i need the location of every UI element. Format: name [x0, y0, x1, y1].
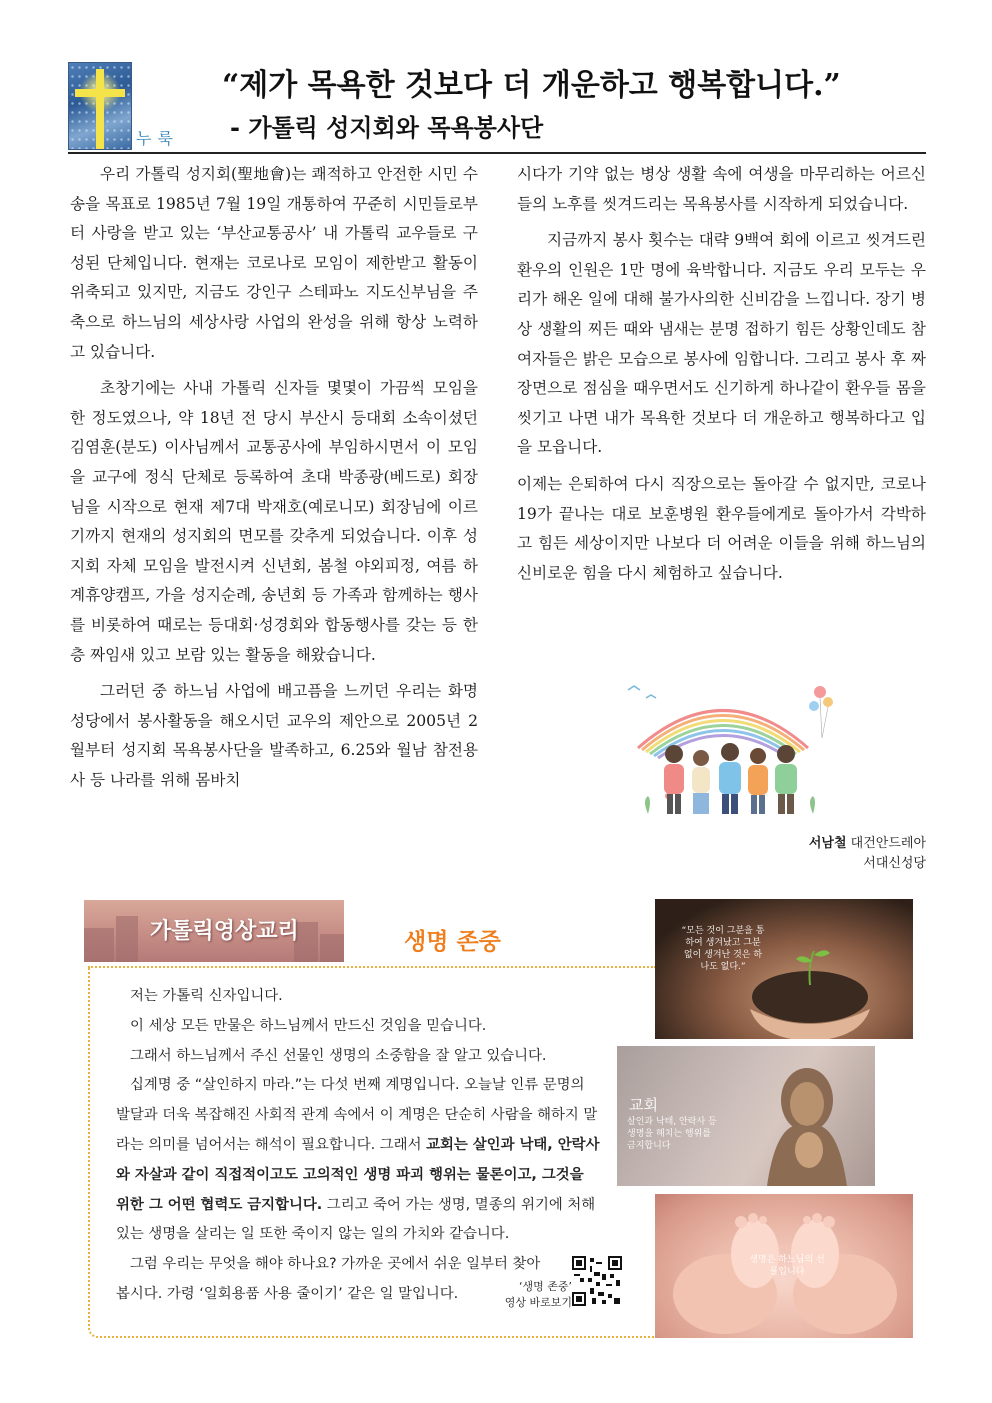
emphasis-text: 교회는 살인과 낙태, 안락사와 자살과 같이 직접적이고도 고의적인 생명 파괴 행위는 물론이고, 그것을 위한 그 어떤 협력도 금지합니다. [116, 1136, 600, 1213]
catholic-video-catechism-banner [84, 900, 344, 962]
text-line: 그래서 하느님께서 주신 선물인 생명의 소중함을 잘 알고 있습니다. [130, 1047, 547, 1064]
text-run: 그리고 죽어 가는 생명, 멸종의 위기에 처해있는 생명을 살리는 일 또한 죽이지 않는 일의 가치와 같습니다. [116, 1196, 596, 1243]
qr-code[interactable] [572, 1256, 622, 1306]
text-line: 저는 가톨릭 신자입니다. [130, 988, 283, 1004]
catechism-text [116, 982, 600, 1310]
text-paragraph [116, 1071, 600, 1250]
photo-label: 교회 [629, 1096, 658, 1114]
qr-caption-action: 영상 바로보기 [504, 1296, 572, 1309]
qr-caption-title: ‘생명 존중’ [519, 1280, 572, 1293]
author-parish: 서대신성당 [863, 856, 926, 871]
author-byline [700, 834, 926, 874]
banner-building [320, 934, 344, 962]
text-run: 십계명 중 “살인하지 마라.”는 다섯 번째 계명입니다. 오늘날 인류 문명의 발달과 더욱 복잡해진 사회적 관계 속에서 이 계명은 단순히 사람을 해하지 말라는 의미를 넘어서는 해석이 필요합니다. 그래서 [116, 1077, 598, 1153]
author-baptismal-name: 대건안드레아 [846, 836, 926, 851]
photo-caption: 생명은 하느님의 선물입니다 [749, 1255, 825, 1277]
church-statue-photo [617, 1046, 875, 1186]
author-name: 서남철 [808, 836, 847, 851]
article-paragraph: 지금까지 봉사 횟수는 대략 9백여 회에 이르고 씻겨드린 환우의 인원은 1만 명에 육박합니다. 지금도 우리 모두는 우리가 해온 일에 대해 불가사의한 신비감을 느낍니다. 장기 병상 생활의 찌든 때와 냄새는 분명 접하기 힘든 상황인데도 참여자들은 밝은 모습으로 봉사에 임합니다. 그리고 봉사 후 짜장면으로 점심을 때우면서도 신기하게 하나같이 환우들 몸을 씻기고 나면 내가 목욕한 것보다 더 개운하고 행복하다고 입을 모읍니다. [517, 231, 926, 457]
page-subtitle: - 가톨릭 성지회와 목욕봉사단 [230, 114, 544, 142]
baby-feet-photo [655, 1194, 913, 1338]
text-line: 봅시다. 가령 ‘일회용품 사용 줄이기’ 같은 일 말입니다. [116, 1285, 459, 1302]
hands-with-soil-photo [655, 899, 913, 1039]
text-line: 이 세상 모든 만물은 하느님께서 만드신 것임을 믿습니다. [130, 1017, 487, 1034]
article-paragraph: 우리 가톨릭 성지회(聖地會)는 쾌적하고 안전한 시민 수송을 목표로 1985년 7월 19일 개통하여 꾸준히 시민들로부터 사랑을 받고 있는 ‘부산교통공사’ 내 가톨릭 교우들로 구성된 단체입니다. 현재는 코로나로 모임이 제한받고 활동이 위축되고 있지만, 지금도 강인구 스테파노 지도신부님을 주축으로 하느님의 세상사랑 사업의 완성을 위해 항상 노력하고 있습니다. [70, 165, 478, 361]
page-title: “제가 목욕한 것보다 더 개운하고 행복합니다.” [222, 68, 841, 103]
photo-caption: 살인과 낙태, 안락사 등 생명을 해치는 행위를 금지합니다 [627, 1117, 717, 1151]
section-title: 생명 존중 [404, 929, 501, 955]
cross-icon-bar [75, 89, 125, 97]
article-paragraph: 초창기에는 사내 가톨릭 신자들 몇몇이 가끔씩 모임을 한 정도였으나, 약 18년 전 당시 부산시 등대회 소속이셨던 김염훈(분도) 이사님께서 교통공사에 부임하시면서 이 모임을 교구에 정식 단체로 등록하여 초대 박종광(베드로) 회장님을 시작으로 현재 제7대 박재호(예로니모) 회장님에 이르기까지 현재의 성지회의 면모를 갖추게 되었습니다. 이후 성지회 자체 모임을 발전시켜 신년회, 봄철 야외피정, 여름 하계휴양캠프, 가을 성지순례, 송년회 등 가족과 함께하는 행사를 비롯하여 때로는 등대회·성경회와 합동행사를 갖는 등 한층 짜임새 있고 보람 있는 활동을 해왔습니다. [70, 379, 478, 664]
article-paragraph: 그러던 중 하느님 사업에 배고픔을 느끼던 우리는 화명성당에서 봉사활동을 해오시던 교우의 제안으로 2005년 2월부터 성지회 목욕봉사단을 발족하고, 6.25와 월남 참전용사 등 나라를 위해 몸바치 [70, 682, 478, 789]
article-paragraph: 이제는 은퇴하여 다시 직장으로는 돌아갈 수 없지만, 코로나19가 끝나는 대로 보훈병원 환우들에게로 돌아가서 각박하고 힘든 세상이지만 나보다 더 어려운 이들을 위해 하느님의 신비로운 힘을 다시 체험하고 싶습니다. [517, 474, 926, 582]
article-paragraph-continued: 시다가 기약 없는 병상 생활 속에 여생을 마무리하는 어르신들의 노후를 씻겨드리는 목욕봉사를 시작하게 되었습니다. [517, 165, 926, 213]
article-left-column [70, 160, 478, 795]
banner-label: 가톨릭영상교리 [150, 919, 299, 944]
photo-quote: “모든 것이 그분을 통하여 생겨났고 그분 없이 생겨난 것은 하나도 없다.” [681, 926, 765, 972]
author-name-line [700, 834, 926, 854]
qr-caption [488, 1279, 572, 1311]
nurook-logo [68, 62, 132, 150]
banner-building [116, 916, 138, 962]
cross-icon [96, 69, 104, 149]
section-label: 누룩 [136, 129, 179, 148]
rainbow-people-illustration [608, 678, 838, 824]
header-rule [68, 152, 926, 154]
article-right-column [517, 160, 926, 588]
banner-building [84, 928, 114, 962]
text-line: 그럼 우리는 무엇을 해야 하나요? 가까운 곳에서 쉬운 일부터 찾아 [130, 1256, 541, 1273]
